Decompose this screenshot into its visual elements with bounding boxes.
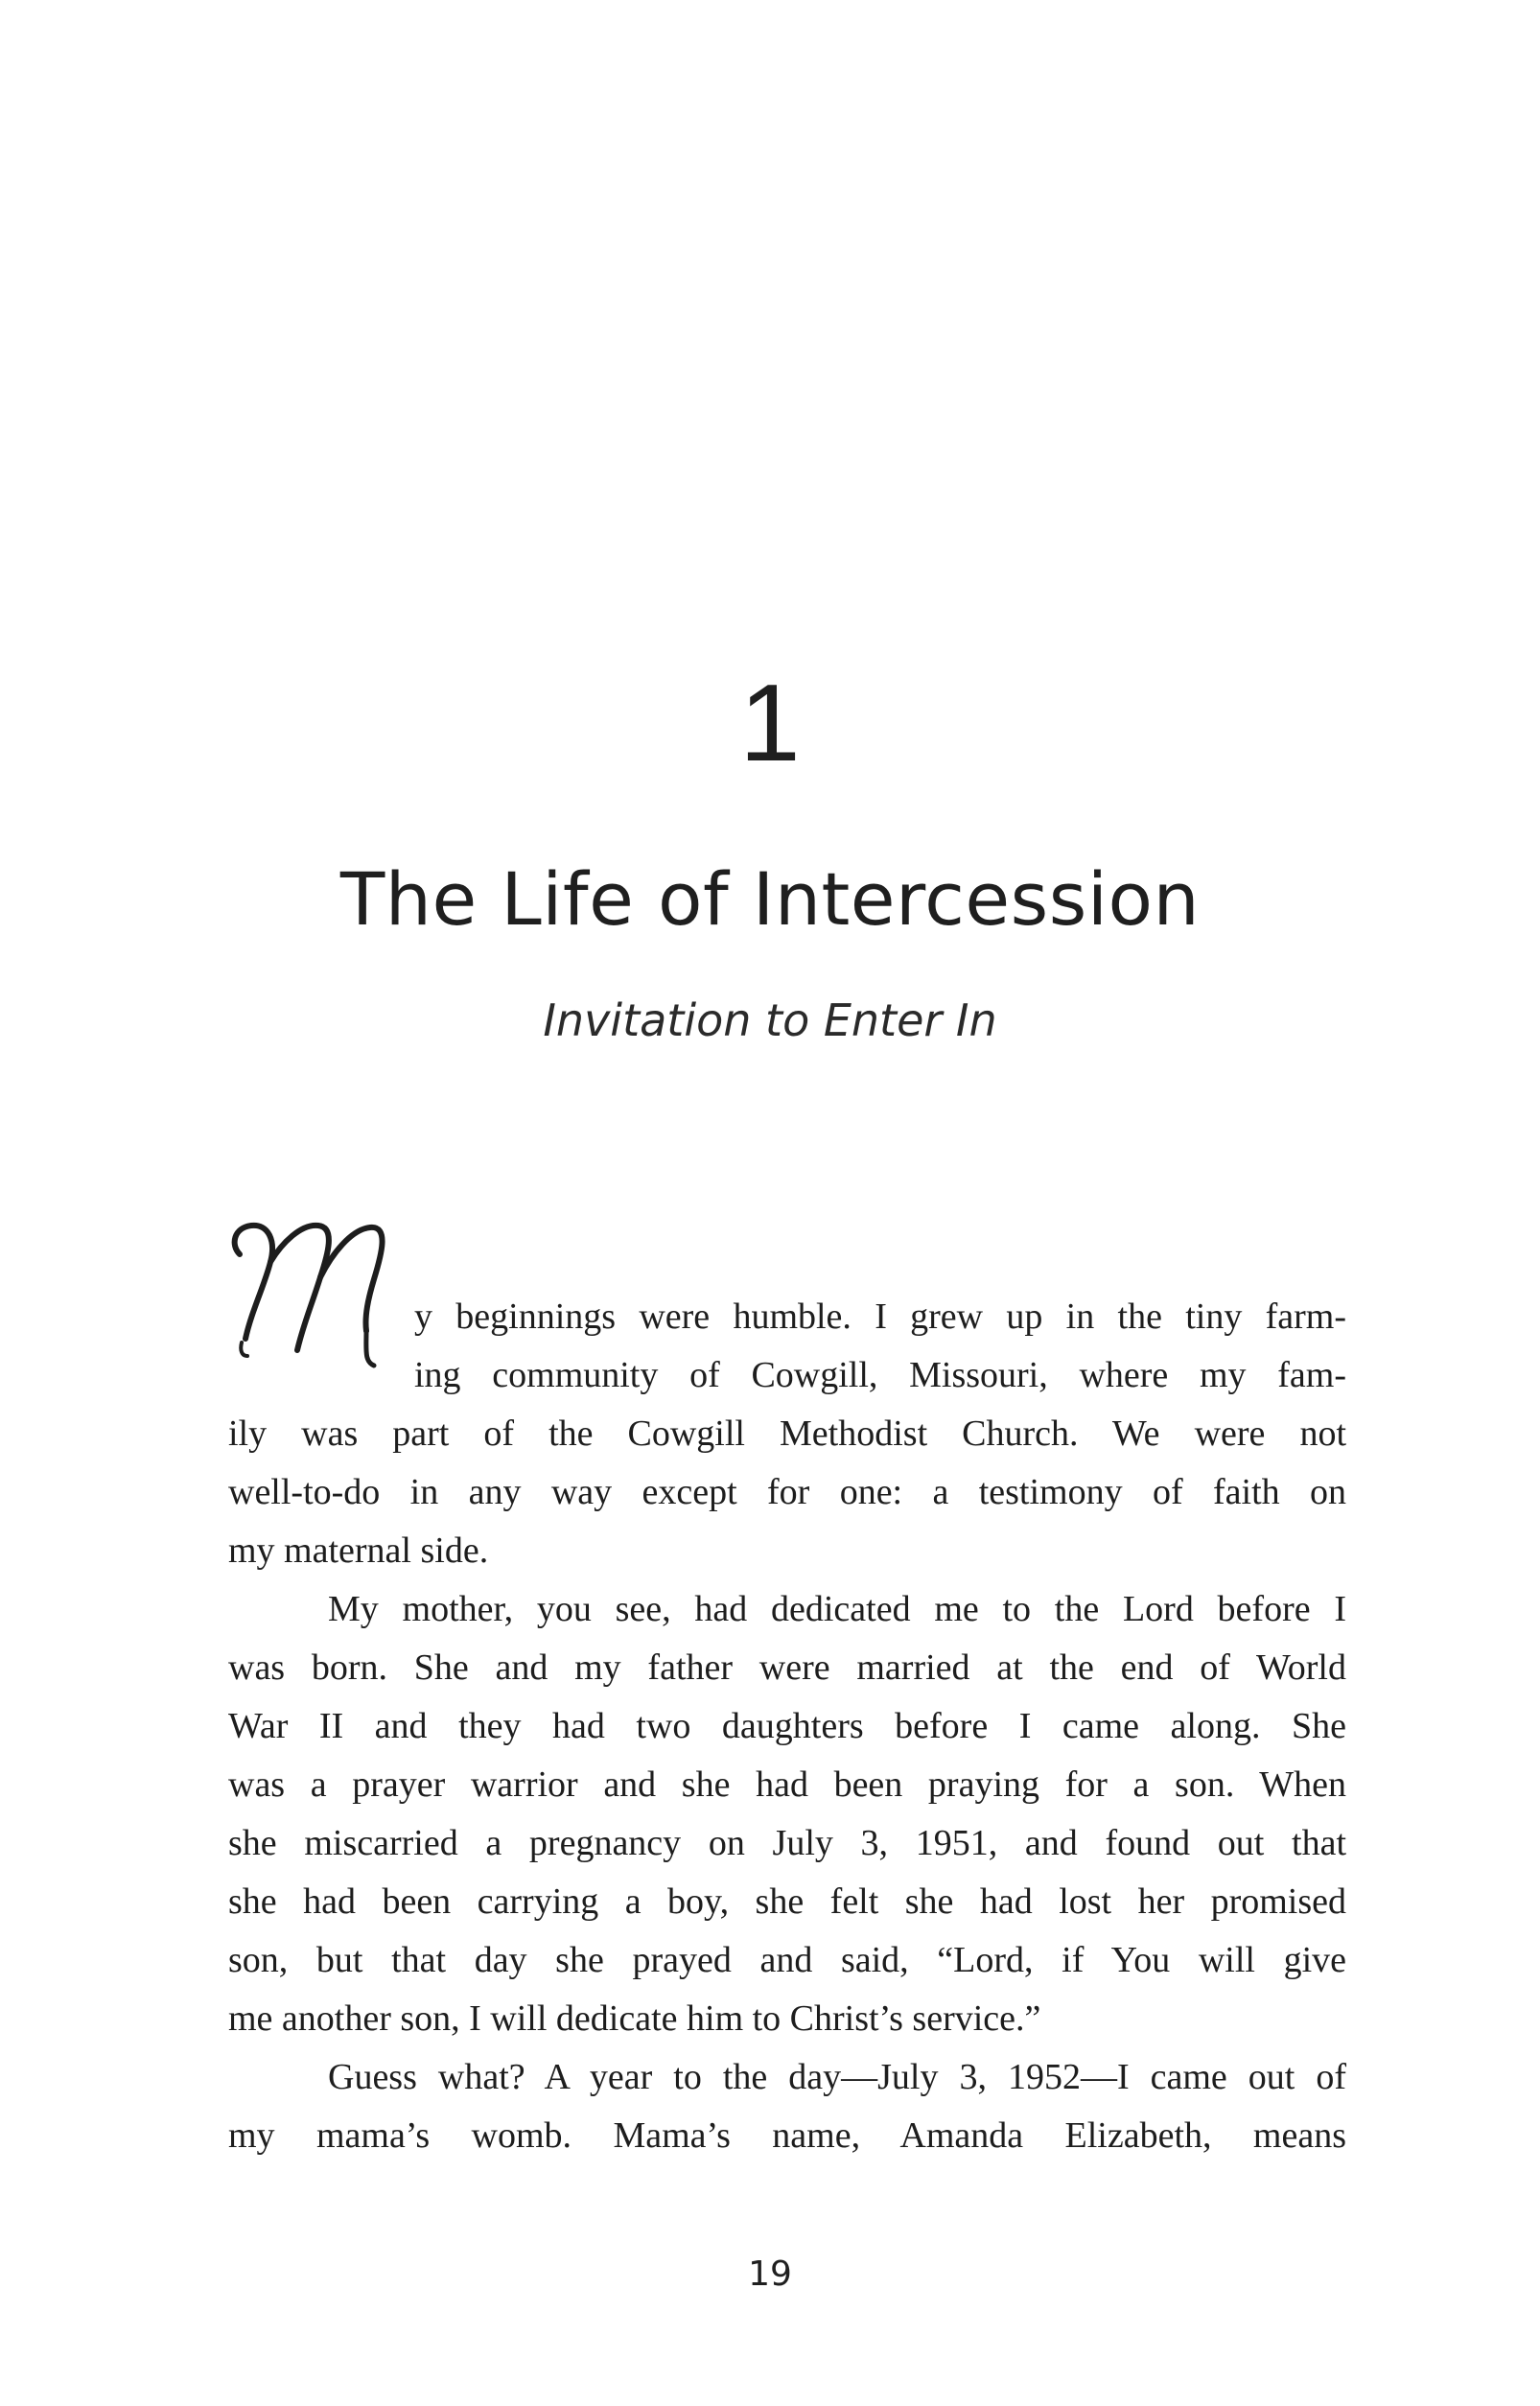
chapter-number: 1	[739, 663, 801, 784]
chapter-subtitle: Invitation to Enter In	[543, 994, 997, 1046]
text-line: was born. She and my father were married at the end of World	[228, 1647, 1346, 1688]
paragraph-3	[228, 2048, 1346, 2165]
text-line: ing community of Cowgill, Missouri, where my fam-	[414, 1355, 1346, 1395]
text-line: well-to-do in any way except for one: a testimony of faith on	[228, 1472, 1346, 1512]
text-line: was a prayer warrior and she had been praying for a son. When	[228, 1764, 1346, 1805]
chapter-body-text	[228, 1288, 1346, 2165]
text-line: y beginnings were humble. I grew up in the tiny farm-	[414, 1296, 1346, 1337]
chapter-title: The Life of Intercession	[339, 856, 1201, 942]
paragraph-1	[228, 1288, 1346, 1580]
text-line: me another son, I will dedicate him to Christ’s service.”	[228, 1998, 1041, 2039]
text-line: my maternal side.	[228, 1530, 489, 1571]
paragraph-2	[228, 1580, 1346, 2048]
text-line: she miscarried a pregnancy on July 3, 1951, and found out that	[228, 1823, 1346, 1863]
text-line: My mother, you see, had dedicated me to the Lord before I	[328, 1589, 1346, 1629]
text-line: ily was part of the Cowgill Methodist Church. We were not	[228, 1413, 1346, 1454]
text-line: Guess what? A year to the day—July 3, 1952—I came out of	[328, 2057, 1346, 2097]
text-line: son, but that day she prayed and said, “Lord, if You will give	[228, 1940, 1346, 1980]
text-line: War II and they had two daughters before I came along. She	[228, 1706, 1346, 1746]
page-number: 19	[748, 2254, 792, 2294]
text-line: she had been carrying a boy, she felt she had lost her promised	[228, 1881, 1346, 1922]
text-line: my mama’s womb. Mama’s name, Amanda Elizabeth, means	[228, 2115, 1346, 2156]
